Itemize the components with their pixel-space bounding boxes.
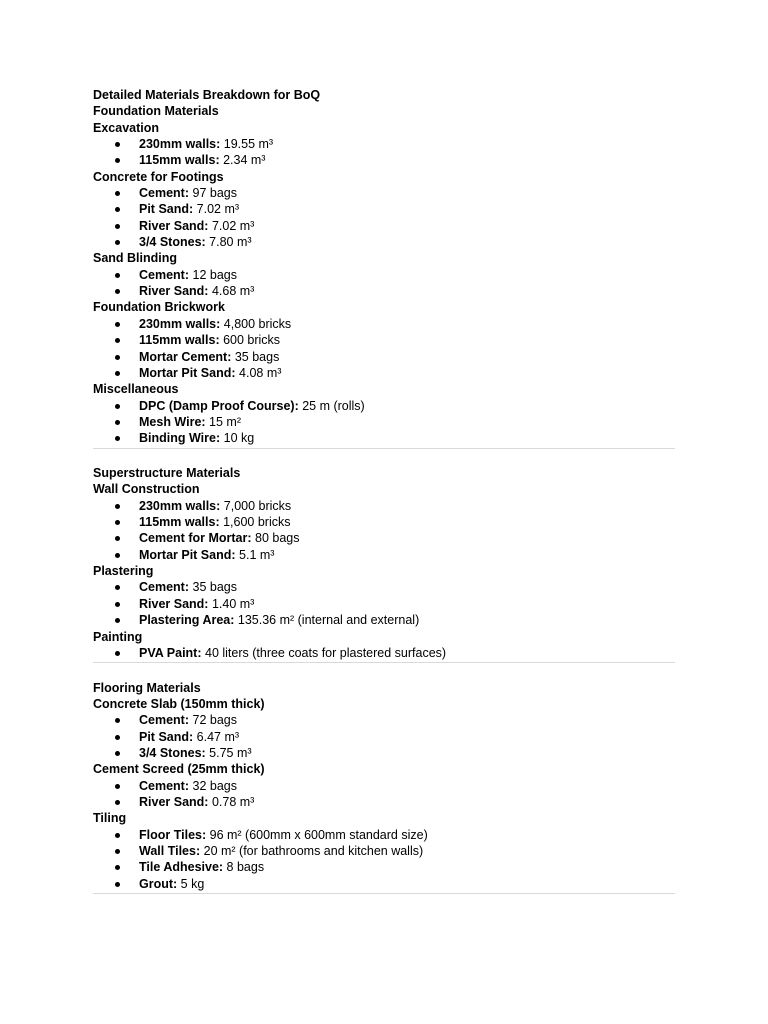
group-heading: Cement Screed (25mm thick) [93,762,265,777]
item-value: 10 kg [220,431,255,446]
list-item [93,218,675,234]
item-value: 40 liters (three coats for plastered surfaces) [201,645,447,660]
item-label: Floor Tiles: [139,827,207,842]
item-value: 4.08 m³ [235,365,282,380]
item-label: River Sand: [139,218,209,233]
item-value: 7,000 bricks [220,498,292,513]
document-title: Detailed Materials Breakdown for BoQ [93,88,321,102]
item-value: 0.78 m³ [208,795,255,810]
bullet-icon [115,273,120,278]
list-item [93,201,675,217]
item-label: Tile Adhesive: [139,860,224,875]
list-item [93,645,675,661]
item-value: 5 kg [177,876,205,891]
item-label: Cement: [139,713,190,728]
group-heading: Painting [93,629,143,644]
item-value: 7.02 m³ [208,218,255,233]
bullet-icon [115,585,120,590]
item-value: 600 bricks [219,333,281,348]
bullet-icon [115,520,120,525]
bullet-icon [115,651,120,656]
item-label: Mortar Pit Sand: [139,547,236,562]
item-value: 1,600 bricks [219,515,291,530]
group-heading: Concrete Slab (150mm thick) [93,697,265,712]
list-item [93,596,675,612]
item-label: Cement: [139,580,190,595]
bullet-icon [115,553,120,558]
list-item [93,859,675,875]
bullet-icon [115,224,120,229]
item-label: 230mm walls: [139,498,221,513]
bullet-icon [115,142,120,147]
item-label: 115mm walls: [139,333,220,348]
item-value: 32 bags [189,778,237,793]
list-item [93,778,675,794]
bullet-icon [115,833,120,838]
bullet-icon [115,404,120,409]
section-heading: Flooring Materials [93,680,201,695]
item-value: 12 bags [189,267,237,282]
list-item [93,612,675,628]
group-heading: Concrete for Footings [93,169,224,184]
item-label: Grout: [139,876,178,891]
bullet-icon [115,865,120,870]
bullet-icon [115,536,120,541]
item-value: 135.36 m² (internal and external) [234,613,420,628]
list-item [93,332,675,348]
item-value: 80 bags [251,531,300,546]
section-spacer [93,449,675,466]
list-item [93,712,675,728]
item-value: 4.68 m³ [208,284,255,299]
item-value: 6.47 m³ [193,729,240,744]
item-value: 4,800 bricks [220,316,292,331]
item-value: 1.40 m³ [208,596,255,611]
list-item [93,514,675,530]
bullet-icon [115,618,120,623]
bullet-icon [115,602,120,607]
bullet-icon [115,882,120,887]
item-label: Pit Sand: [139,202,194,217]
group-heading: Plastering [93,564,154,579]
item-value: 8 bags [223,860,265,875]
group-heading: Foundation Brickwork [93,300,225,315]
list-item [93,430,675,446]
item-value: 7.80 m³ [205,235,252,250]
item-label: 230mm walls: [139,137,221,152]
item-label: PVA Paint: [139,645,202,660]
bullet-icon [115,289,120,294]
section-spacer [93,663,675,680]
list-item [93,365,675,381]
item-label: Mesh Wire: [139,414,206,429]
list-item [93,152,675,168]
list-item [93,745,675,761]
section-divider [93,893,675,894]
bullet-icon [115,240,120,245]
list-item [93,794,675,810]
item-value: 97 bags [189,186,237,201]
item-value: 7.02 m³ [193,202,240,217]
bullet-icon [115,322,120,327]
bullet-icon [115,800,120,805]
bullet-icon [115,735,120,740]
item-label: River Sand: [139,284,209,299]
list-item [93,876,675,892]
item-value: 96 m² (600mm x 600mm standard size) [206,827,428,842]
list-item [93,349,675,365]
group-heading: Sand Blinding [93,251,178,266]
list-item [93,498,675,514]
list-item [93,547,675,563]
group-heading: Excavation [93,120,160,135]
item-value: 25 m (rolls) [298,398,365,413]
bullet-icon [115,158,120,163]
group-heading: Tiling [93,811,127,826]
bullet-icon [115,371,120,376]
group-heading: Wall Construction [93,482,200,497]
bullet-icon [115,436,120,441]
item-value: 35 bags [189,580,237,595]
document-body [93,87,675,894]
item-label: Cement: [139,778,190,793]
list-item [93,185,675,201]
item-value: 2.34 m³ [219,153,266,168]
item-value: 5.75 m³ [205,746,252,761]
item-label: Wall Tiles: [139,844,201,859]
item-label: Cement: [139,186,190,201]
bullet-icon [115,207,120,212]
bullet-icon [115,420,120,425]
item-value: 15 m² [205,414,242,429]
item-label: 3/4 Stones: [139,235,206,250]
item-label: Cement: [139,267,190,282]
item-label: 3/4 Stones: [139,746,206,761]
section-heading: Foundation Materials [93,104,219,119]
item-label: 115mm walls: [139,153,220,168]
bullet-icon [115,751,120,756]
list-item [93,398,675,414]
bullet-icon [115,718,120,723]
item-value: 72 bags [189,713,237,728]
item-value: 19.55 m³ [220,137,274,152]
bullet-icon [115,338,120,343]
list-item [93,136,675,152]
bullet-icon [115,355,120,360]
bullet-icon [115,784,120,789]
section-heading: Superstructure Materials [93,466,241,481]
list-item [93,414,675,430]
item-value: 5.1 m³ [235,547,275,562]
item-label: Pit Sand: [139,729,194,744]
item-label: Mortar Cement: [139,349,232,364]
item-label: DPC (Damp Proof Course): [139,398,299,413]
item-label: 115mm walls: [139,515,220,530]
list-item [93,827,675,843]
bullet-icon [115,504,120,509]
group-heading: Miscellaneous [93,382,179,397]
item-label: Plastering Area: [139,613,235,628]
item-value: 20 m² (for bathrooms and kitchen walls) [200,844,424,859]
list-item [93,234,675,250]
list-item [93,579,675,595]
list-item [93,267,675,283]
bullet-icon [115,191,120,196]
list-item [93,530,675,546]
item-label: River Sand: [139,596,209,611]
list-item [93,843,675,859]
list-item [93,283,675,299]
item-label: Mortar Pit Sand: [139,365,236,380]
bullet-icon [115,849,120,854]
item-label: Cement for Mortar: [139,531,252,546]
item-label: 230mm walls: [139,316,221,331]
list-item [93,729,675,745]
item-label: River Sand: [139,795,209,810]
item-label: Binding Wire: [139,431,221,446]
item-value: 35 bags [231,349,280,364]
list-item [93,316,675,332]
